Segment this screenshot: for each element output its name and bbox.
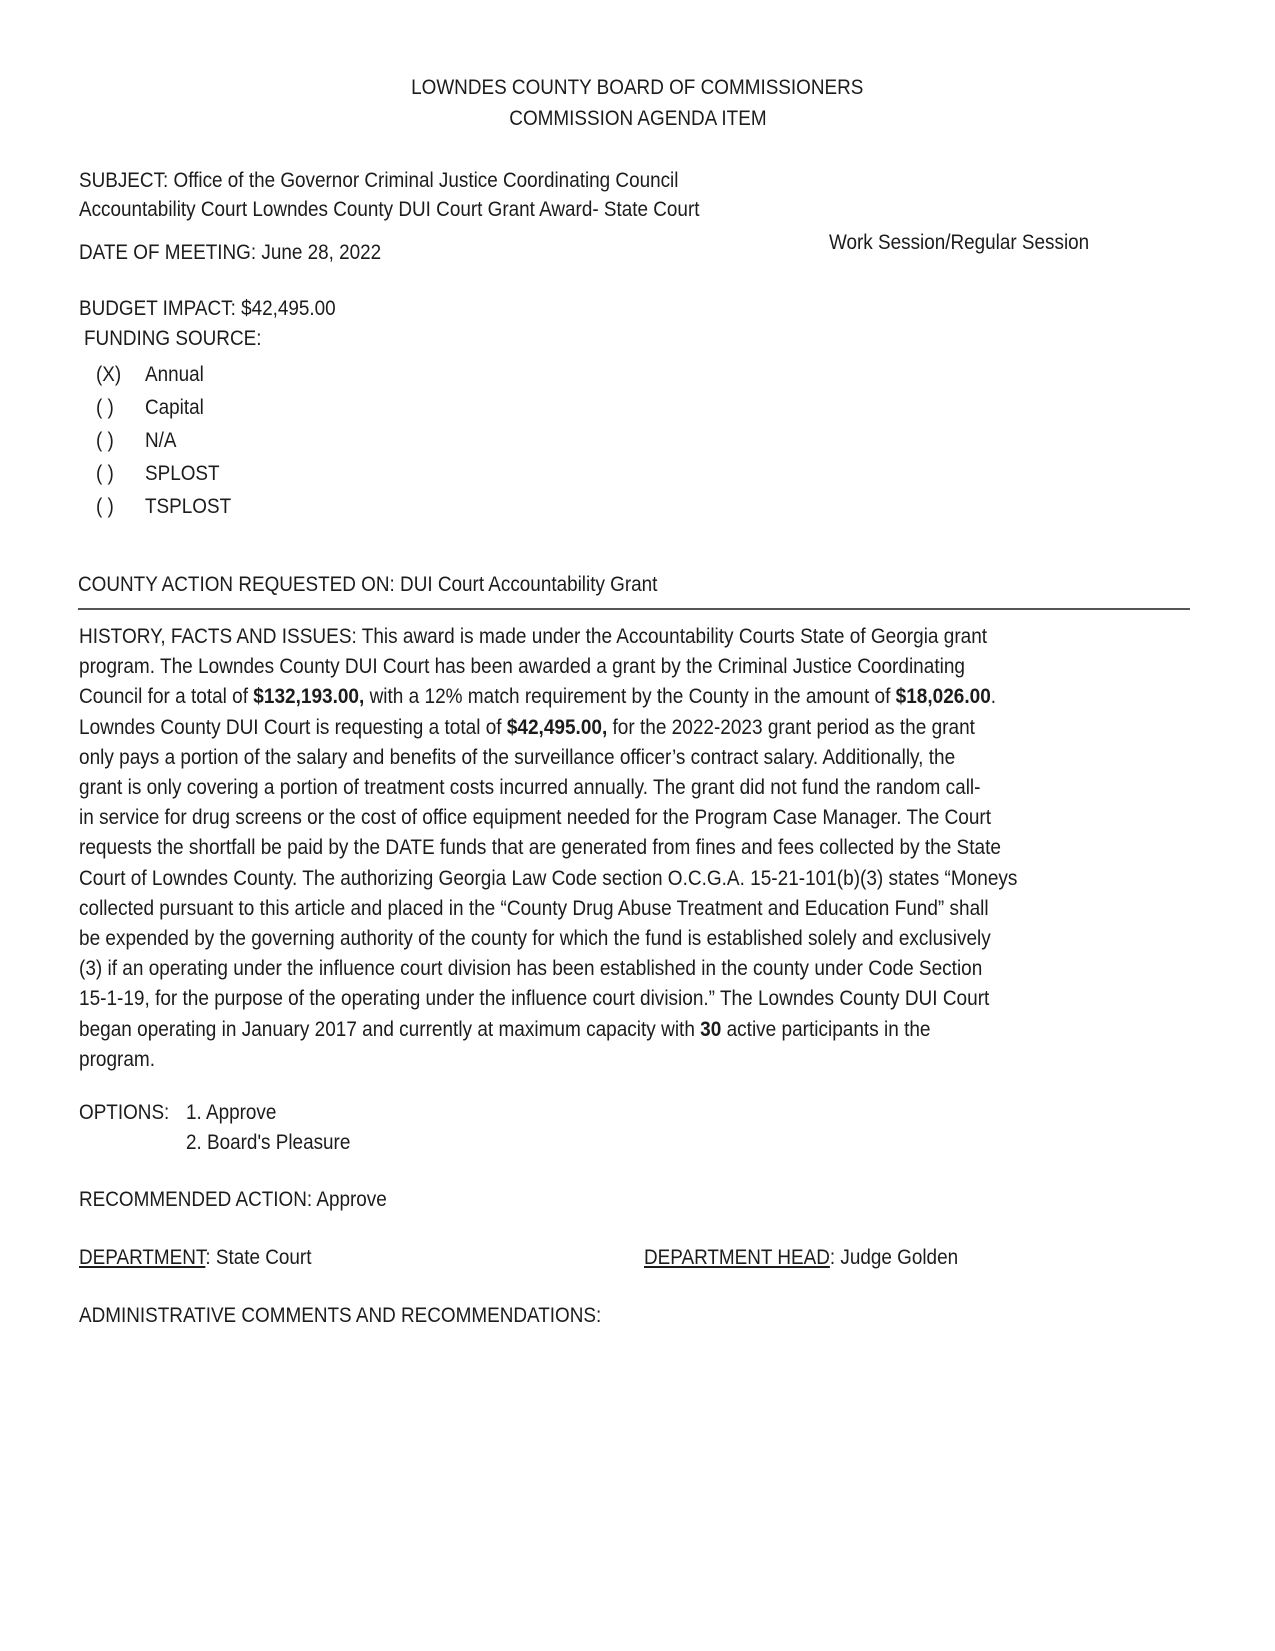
option-item-1: 1. Approve (186, 1101, 277, 1124)
department-head-value: : Judge Golden (829, 1246, 959, 1269)
meeting-date-label: DATE OF MEETING: (79, 241, 257, 264)
budget-impact (79, 296, 336, 322)
history-text: Court of Lowndes County. The authorizing Georgia Law Code section O.C.G.A. 15-21-101(b)(3) states “Moneys (79, 866, 1018, 890)
history-text: with a 12% match requirement by the County in the amount of (364, 685, 896, 709)
meeting-date-value: June 28, 2022 (261, 241, 382, 264)
history-line (79, 773, 1093, 803)
department (79, 1245, 311, 1271)
department-head-label: DEPARTMENT HEAD (644, 1246, 830, 1269)
funding-mark: ( ) (96, 396, 114, 419)
history-text: began operating in January 2017 and currently at maximum capacity with (79, 1017, 701, 1041)
funding-label: SPLOST (145, 462, 220, 485)
history-line (79, 803, 1093, 833)
department-value: : State Court (205, 1246, 312, 1269)
funding-label: Annual (145, 363, 204, 386)
administrative-comments-label: ADMINISTRATIVE COMMENTS AND RECOMMENDATIONS: (79, 1304, 602, 1327)
history-line (79, 894, 1093, 924)
history-line (79, 652, 1093, 682)
history-text: grant is only covering a portion of treatment costs incurred annually. The grant did not fund the random call- (79, 776, 981, 800)
history-line (79, 682, 1093, 712)
subject-label: SUBJECT: (79, 169, 169, 192)
history-line (79, 622, 1093, 652)
history-text: Council for a total of (79, 685, 254, 709)
history-text: be expended by the governing authority of the county for which the fund is established solely and exclusively (79, 927, 991, 951)
history-facts-issues (79, 622, 1199, 1075)
history-line (79, 743, 1093, 773)
budget-impact-amount: $42,495.00 (241, 297, 336, 320)
option-item-2: 2. Board's Pleasure (186, 1131, 351, 1154)
funding-source-label: FUNDING SOURCE: (84, 327, 262, 350)
funding-mark: ( ) (96, 429, 114, 452)
recommended-action (79, 1187, 387, 1213)
highlighted-value: $132,193.00, (253, 685, 365, 709)
header-subtitle (0, 106, 1275, 132)
highlighted-value: $42,495.00, (506, 715, 608, 739)
history-text: program. (79, 1047, 156, 1071)
county-action-label: COUNTY ACTION REQUESTED ON: (78, 573, 395, 596)
subject-text-1: Office of the Governor Criminal Justice Coordinating Council (173, 169, 679, 192)
header-title (0, 75, 1275, 101)
recommended-action-label: RECOMMENDED ACTION: (79, 1188, 313, 1211)
funding-label: N/A (145, 429, 177, 452)
header-line-1: LOWNDES COUNTY BOARD OF COMMISSIONERS (411, 76, 864, 99)
history-text: requests the shortfall be paid by the DATE funds that are generated from fines and fees collected by the State (79, 836, 1001, 860)
subject-line-1 (79, 168, 678, 194)
history-text: collected pursuant to this article and placed in the “County Drug Abuse Treatment and Education Fund” shall (79, 896, 989, 920)
history-line (79, 833, 1093, 863)
funding-option-tsplost (96, 494, 114, 520)
history-line (79, 1045, 1093, 1075)
funding-option-capital (96, 395, 114, 421)
history-line (79, 924, 1093, 954)
highlighted-value: 30 (700, 1017, 722, 1041)
subject-line-2: Accountability Court Lowndes County DUI Court Grant Award- State Court (79, 198, 700, 221)
history-line (79, 864, 1093, 894)
highlighted-value: $18,026.00 (895, 685, 991, 709)
history-text: in service for drug screens or the cost of office equipment needed for the Program Case Manager. The Court (79, 806, 992, 830)
header-line-2: COMMISSION AGENDA ITEM (508, 107, 767, 130)
funding-mark: ( ) (96, 462, 114, 485)
history-text: only pays a portion of the salary and benefits of the surveillance officer’s contract salary. Additionally, the (79, 745, 956, 769)
funding-option-na (96, 428, 114, 454)
history-line (79, 1015, 1093, 1045)
history-text: . (990, 685, 997, 709)
funding-option-annual (96, 362, 121, 388)
history-line (79, 984, 1093, 1014)
history-text: HISTORY, FACTS AND ISSUES: This award is made under the Accountability Courts State of Georgia grant (79, 625, 988, 648)
funding-mark: ( ) (96, 495, 114, 518)
funding-option-splost (96, 461, 114, 487)
session-type: Work Session/Regular Session (829, 231, 1090, 254)
history-text: 15-1-19, for the purpose of the operating under the influence court division.” The Lowndes County DUI Court (79, 987, 990, 1011)
budget-impact-label: BUDGET IMPACT: (79, 297, 236, 320)
county-action-value: DUI Court Accountability Grant (400, 573, 658, 596)
funding-mark: (X) (96, 363, 122, 386)
history-text: active participants in the (721, 1017, 931, 1041)
section-divider (78, 608, 1190, 610)
funding-label: Capital (145, 396, 204, 419)
options-label: OPTIONS: (79, 1101, 170, 1124)
recommended-action-value: Approve (316, 1188, 387, 1211)
meeting-date (79, 240, 381, 266)
department-head (644, 1245, 958, 1271)
history-line (79, 713, 1093, 743)
funding-label: TSPLOST (145, 495, 232, 518)
history-line (79, 954, 1093, 984)
history-text: program. The Lowndes County DUI Court has been awarded a grant by the Criminal Justice Coordinating (79, 655, 965, 679)
history-text: Lowndes County DUI Court is requesting a total of (79, 715, 507, 739)
history-text: for the 2022-2023 grant period as the grant (607, 715, 975, 739)
department-label: DEPARTMENT (79, 1246, 206, 1269)
county-action-requested (78, 572, 657, 598)
history-text: (3) if an operating under the influence court division has been established in the county under Code Section (79, 957, 983, 981)
